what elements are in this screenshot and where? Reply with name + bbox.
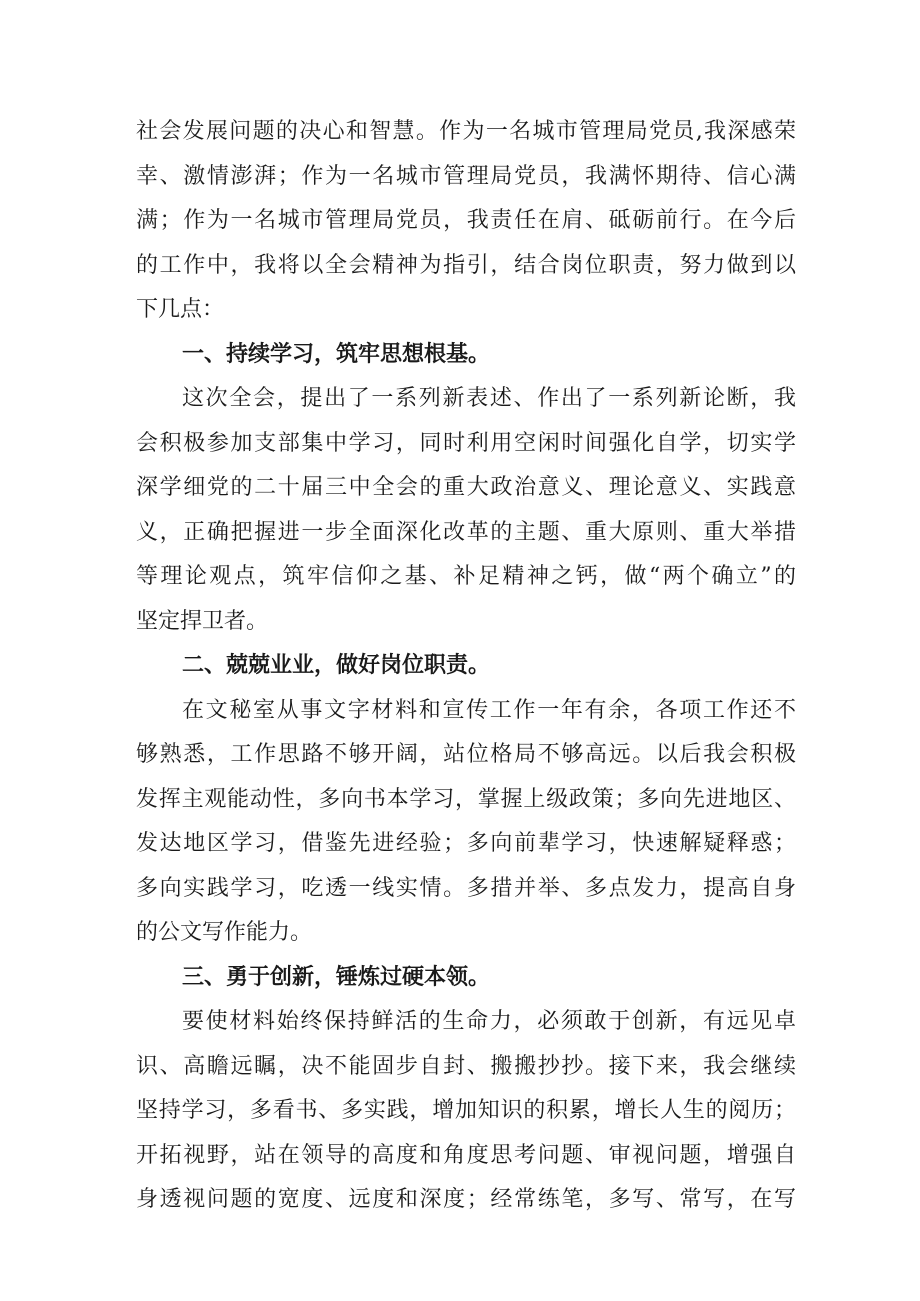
section-3-heading: 三、勇于创新，锤炼过硬本领。 <box>182 964 491 990</box>
text-line: 等理论观点，筑牢信仰之基、补足精神之钙，做“两个确立”的 <box>136 564 796 589</box>
text-line: 社会发展问题的决心和智慧。作为一名城市管理局党员,我深感荣 <box>136 119 796 144</box>
section-1 <box>136 333 796 645</box>
text-line: 多向实践学习，吃透一线实情。多措并举、多点发力，提高自身 <box>136 875 796 901</box>
text-line: 在文秘室从事文字材料和宣传工作一年有余，各项工作还不 <box>182 697 796 723</box>
text-line: 坚定捍卫者。 <box>136 608 269 634</box>
section-2-heading: 二、兢兢业业，做好岗位职责。 <box>182 653 491 678</box>
text-line: 发挥主观能动性，多向书本学习，掌握上级政策；多向先进地区、 <box>136 786 796 812</box>
text-line: 的工作中，我将以全会精神为指引，结合岗位职责，努力做到以 <box>136 252 796 278</box>
section-1-heading: 一、持续学习，筑牢思想根基。 <box>182 341 491 367</box>
text-line: 发达地区学习，借鉴先进经验；多向前辈学习，快速解疑释惑； <box>136 831 796 856</box>
text-line: 这次全会，提出了一系列新表述、作出了一系列新论断，我 <box>182 386 796 411</box>
text-line: 身透视问题的宽度、远度和深度；经常练笔，多写、常写，在写 <box>136 1187 796 1212</box>
text-line: 识、高瞻远瞩，决不能固步自封、搬搬抄抄。接下来，我会继续 <box>136 1053 796 1079</box>
text-line: 深学细党的二十届三中全会的重大政治意义、理论意义、实践意 <box>136 475 796 500</box>
text-line: 坚持学习，多看书、多实践，增加知识的积累，增长人生的阅历； <box>136 1098 796 1123</box>
section-3 <box>136 956 796 1223</box>
text-line: 要使材料始终保持鲜活的生命力，必须敢于创新，有远见卓 <box>182 1009 796 1034</box>
text-line: 的公文写作能力。 <box>136 920 313 945</box>
text-line: 满；作为一名城市管理局党员，我责任在肩、砥砺前行。在今后 <box>136 208 796 233</box>
text-line: 幸、激情澎湃；作为一名城市管理局党员，我满怀期待、信心满 <box>136 163 796 189</box>
text-line: 开拓视野，站在领导的高度和角度思考问题、审视问题，增强自 <box>136 1142 796 1168</box>
intro-paragraph <box>136 110 796 333</box>
text-line: 会积极参加支部集中学习，同时利用空闲时间强化自学，切实学 <box>136 430 796 456</box>
text-line: 义，正确把握进一步全面深化改革的主题、重大原则、重大举措 <box>136 519 796 545</box>
text-line: 下几点： <box>136 297 225 322</box>
section-2 <box>136 644 796 956</box>
text-line: 够熟悉，工作思路不够开阔，站位格局不够高远。以后我会积极 <box>136 742 796 767</box>
document-body <box>136 110 796 1223</box>
